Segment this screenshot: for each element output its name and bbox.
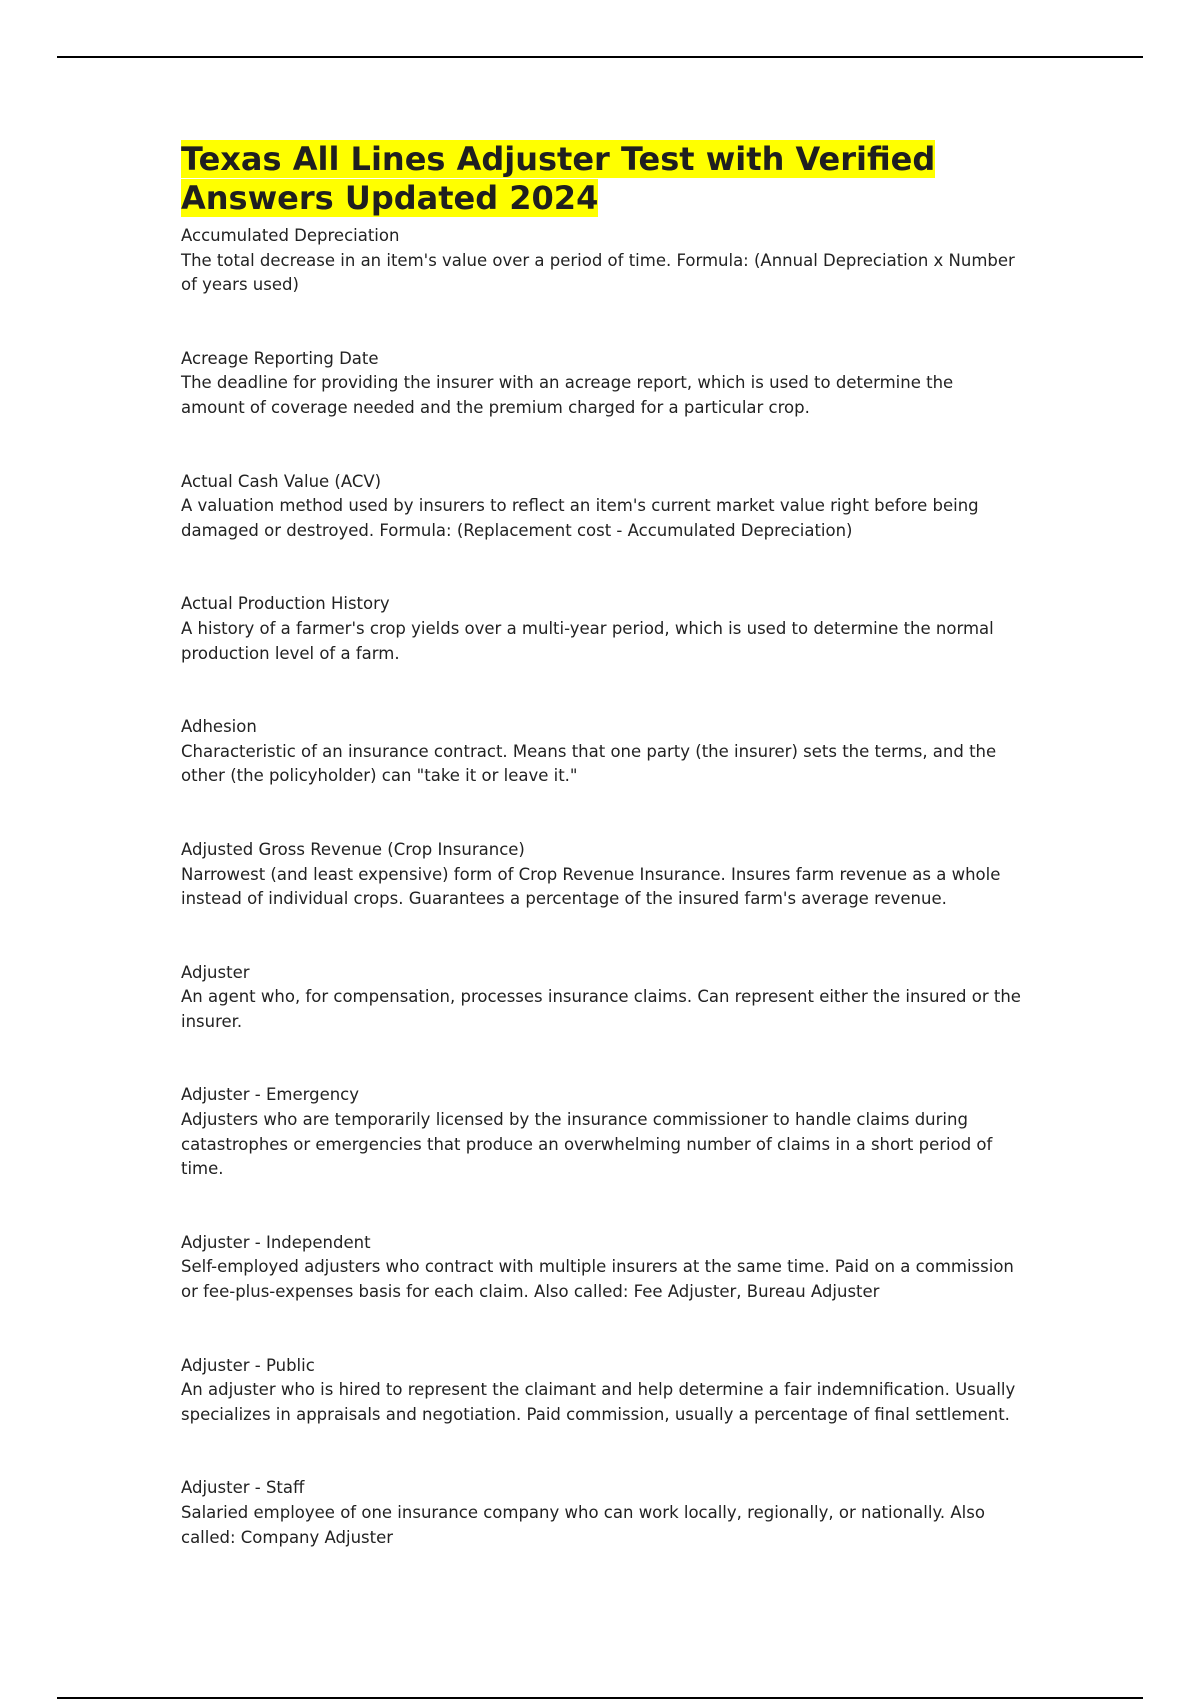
entry-term: Adjuster - Public <box>181 1355 315 1375</box>
entry-definition: Salaried employee of one insurance company who can work locally, regionally, or nationally. Also called: Company Adjuster <box>181 1503 985 1547</box>
title-highlight: Texas All Lines Adjuster Test with Verified Answers Updated 2024 <box>181 140 936 217</box>
entry-definition: A valuation method used by insurers to reflect an item's current market value right before being damaged or destroyed. Formula: (Replacement cost - Accumulated Depreciation) <box>181 496 979 540</box>
entry-definition: A history of a farmer's crop yields over a multi-year period, which is used to determine the normal production level of a farm. <box>181 618 994 663</box>
glossary-entry <box>181 224 1021 298</box>
glossary-entry <box>181 715 1021 789</box>
entry-term: Actual Cash Value (ACV) <box>181 471 382 491</box>
entry-definition: Adjusters who are temporarily licensed by the insurance commissioner to handle claims during catastrophes or emergencies that produce an overwhelming number of claims in a short period of time. <box>181 1110 993 1179</box>
entry-term: Acreage Reporting Date <box>181 348 379 368</box>
entry-term: Accumulated Depreciation <box>181 226 400 245</box>
entry-term: Adjuster - Staff <box>181 1478 305 1498</box>
glossary-entry <box>181 592 1021 666</box>
entry-term: Adjuster - Emergency <box>181 1085 360 1105</box>
document-title <box>181 140 1021 218</box>
glossary-entry <box>181 1083 1021 1181</box>
document-body <box>181 140 1021 1550</box>
entry-definition: The total decrease in an item's value over a period of time. Formula: (Annual Depreciation x Number of years used) <box>181 250 1015 295</box>
glossary-entry <box>181 1231 1021 1305</box>
entry-definition: Self-employed adjusters who contract with multiple insurers at the same time. Paid on a commission or fee-plus-expenses basis for each claim. Also called: Fee Adjuster, Bureau Adjuster <box>181 1257 1014 1302</box>
glossary-entry <box>181 347 1021 421</box>
entry-term: Adhesion <box>181 717 257 737</box>
glossary-entry <box>181 961 1021 1035</box>
glossary-entry <box>181 470 1021 544</box>
glossary-entry <box>181 1354 1021 1428</box>
glossary-entry <box>181 1476 1021 1550</box>
entry-definition: Narrowest (and least expensive) form of Crop Revenue Insurance. Insures farm revenue as a whole instead of individual crops. Guarantees a percentage of the insured farm's average revenue. <box>181 864 1001 909</box>
entry-term: Adjuster <box>181 962 250 982</box>
entry-definition: An adjuster who is hired to represent the claimant and help determine a fair indemnification. Usually specializes in appraisals and negotiation. Paid commission, usually a percentage of final settlement. <box>181 1380 1016 1424</box>
glossary-entry <box>181 838 1021 912</box>
entry-definition: An agent who, for compensation, processes insurance claims. Can represent either the insured or the insurer. <box>181 987 1021 1031</box>
entry-term: Adjusted Gross Revenue (Crop Insurance) <box>181 839 525 859</box>
entry-term: Actual Production History <box>181 594 390 614</box>
footer-rule <box>57 1697 1143 1699</box>
header-rule <box>57 56 1143 58</box>
entry-definition: Characteristic of an insurance contract. Means that one party (the insurer) sets the terms, and the other (the policyholder) can "take it or leave it." <box>181 741 997 786</box>
entry-definition: The deadline for providing the insurer with an acreage report, which is used to determine the amount of coverage needed and the premium charged for a particular crop. <box>181 373 954 417</box>
entry-term: Adjuster - Independent <box>181 1232 371 1252</box>
